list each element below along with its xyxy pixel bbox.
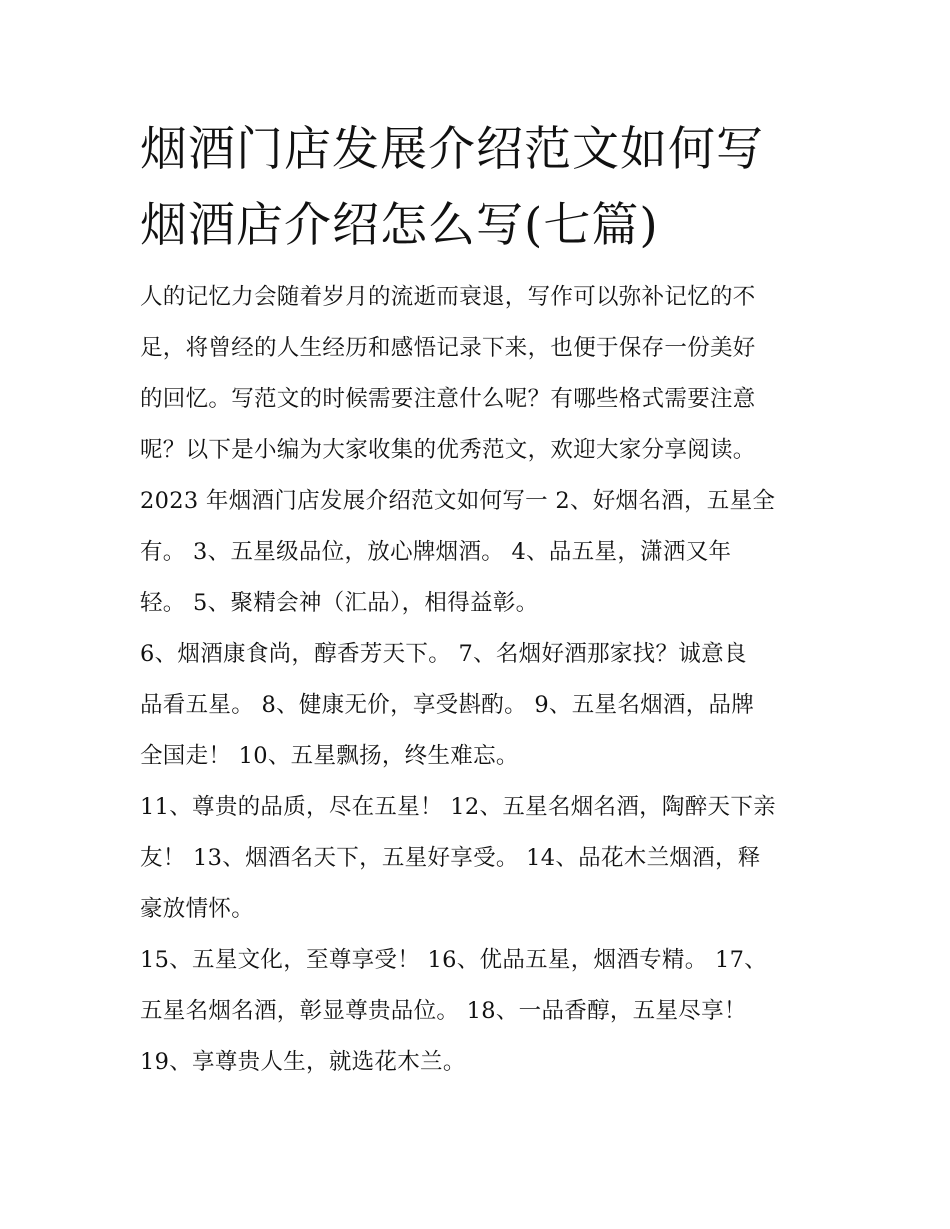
- text-line: 人的记忆力会随着岁月的流逝而衰退，写作可以弥补记忆的不: [140, 284, 756, 310]
- text-line: 友！ 13、烟酒名天下，五星好享受。 14、品花木兰烟酒，释: [140, 845, 761, 871]
- text-line: 呢？以下是小编为大家收集的优秀范文，欢迎大家分享阅读。: [140, 437, 756, 463]
- paragraph-intro: [140, 272, 820, 629]
- text-line: 有。 3、五星级品位，放心牌烟酒。 4、品五星，潇洒又年: [140, 539, 732, 565]
- paragraph-slogans-6-10: [140, 629, 820, 782]
- text-line: 轻。 5、聚精会神（汇品），相得益彰。: [140, 590, 539, 616]
- text-line: 品看五星。 8、健康无价，享受斟酌。 9、五星名烟酒，品牌: [140, 692, 755, 718]
- document-page: [140, 112, 820, 1088]
- text-line: 的回忆。写范文的时候需要注意什么呢？有哪些格式需要注意: [140, 386, 756, 412]
- text-line: 足，将曾经的人生经历和感悟记录下来，也便于保存一份美好: [140, 335, 756, 361]
- title-line: 烟酒店介绍怎么写(七篇): [140, 198, 659, 253]
- paragraph-slogans-15-19: [140, 935, 820, 1088]
- title-line: 烟酒门店发展介绍范文如何写: [140, 122, 764, 177]
- text-line: 2023 年烟酒门店发展介绍范文如何写一 2、好烟名酒，五星全: [140, 488, 776, 514]
- text-line: 6、烟酒康食尚，醇香芳天下。 7、名烟好酒那家找？诚意良: [140, 641, 747, 667]
- text-line: 全国走！ 10、五星飘扬，终生难忘。: [140, 743, 519, 769]
- text-line: 豪放情怀。: [140, 896, 255, 922]
- paragraph-slogans-11-14: [140, 782, 820, 935]
- text-line: 15、五星文化，至尊享受！ 16、优品五星，烟酒专精。 17、: [140, 947, 767, 973]
- text-line: 11、尊贵的品质，尽在五星！ 12、五星名烟名酒，陶醉天下亲: [140, 794, 776, 820]
- document-title: [140, 112, 820, 264]
- text-line: 19、享尊贵人生，就选花木兰。: [140, 1049, 466, 1075]
- text-line: 五星名烟名酒，彰显尊贵品位。 18、一品香醇，五星尽享！: [140, 998, 747, 1024]
